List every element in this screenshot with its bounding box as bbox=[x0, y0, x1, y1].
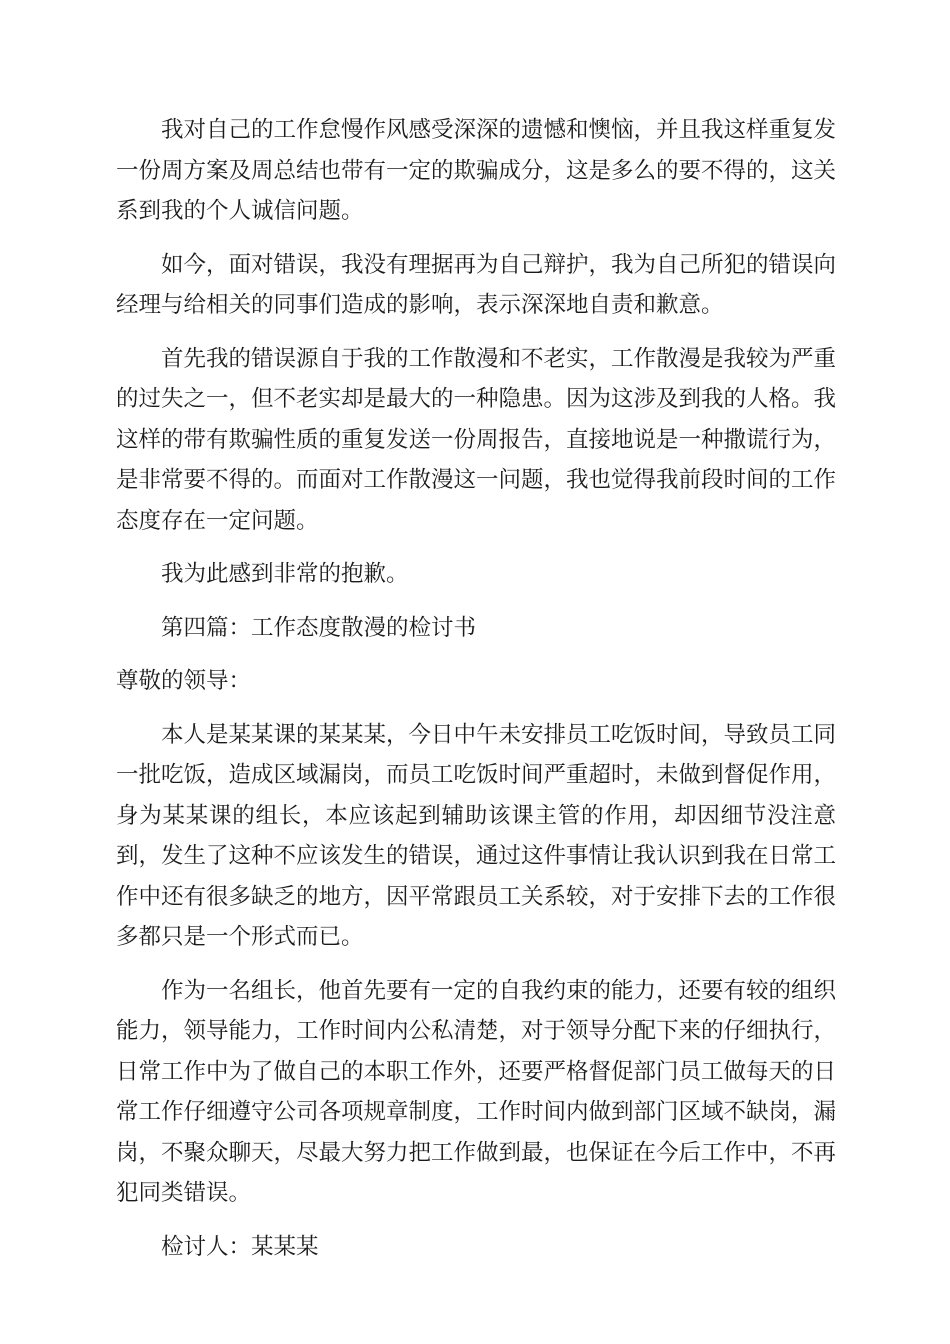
signature-line: 检讨人：某某某 bbox=[161, 1233, 319, 1260]
document-body bbox=[116, 110, 836, 1280]
paragraph-sorry: 我为此感到非常的抱歉。 bbox=[161, 561, 409, 587]
paragraph-error-source: 首先我的错误源自于我的工作散漫和不老实，工作散漫是我较为严重的过失之一，但不老实却是最大的一种隐患。因为这涉及到我的人格。我这样的带有欺骗性质的重复发送一份周报告，直接地说是一种撒谎行为，是非常要不得的。而面对工作散漫这一问题，我也觉得我前段时间的工作态度存在一定问题。 bbox=[116, 345, 837, 534]
paragraph-regret: 我对自己的工作怠慢作风感受深深的遗憾和懊恼，并且我这样重复发一份周方案及周总结也带有一定的欺骗成分，这是多么的要不得的，这关系到我的个人诚信问题。 bbox=[116, 117, 837, 224]
paragraph-incident: 本人是某某课的某某某，今日中午未安排员工吃饭时间，导致员工同一批吃饭，造成区域漏岗，而员工吃饭时间严重超时，未做到督促作用，身为某某课的组长，本应该起到辅助该课主管的作用，却因细节没注意到，发生了这种不应该发生的错误，通过这件事情让我认识到我在日常工作中还有很多缺乏的地方，因平常跟员工关系较，对于安排下去的工作很多都只是一个形式而已。 bbox=[116, 721, 837, 950]
paragraph-apology-to-manager: 如今，面对错误，我没有理据再为自己辩护，我为自己所犯的错误向经理与给相关的同事们造成的影响，表示深深地自责和歉意。 bbox=[116, 251, 837, 318]
section-title: 第四篇：工作态度散漫的检讨书 bbox=[161, 614, 477, 641]
salutation: 尊敬的领导： bbox=[116, 668, 252, 694]
paragraph-team-leader-duties: 作为一名组长，他首先要有一定的自我约束的能力，还要有较的组织能力，领导能力，工作时间内公私清楚，对于领导分配下来的仔细执行，日常工作中为了做自己的本职工作外，还要严格督促部门员工做每天的日常工作仔细遵守公司各项规章制度，工作时间内做到部门区域不缺岗，漏岗，不聚众聊天，尽最大努力把工作做到最，也保证在今后工作中，不再犯同类错误。 bbox=[116, 977, 837, 1206]
